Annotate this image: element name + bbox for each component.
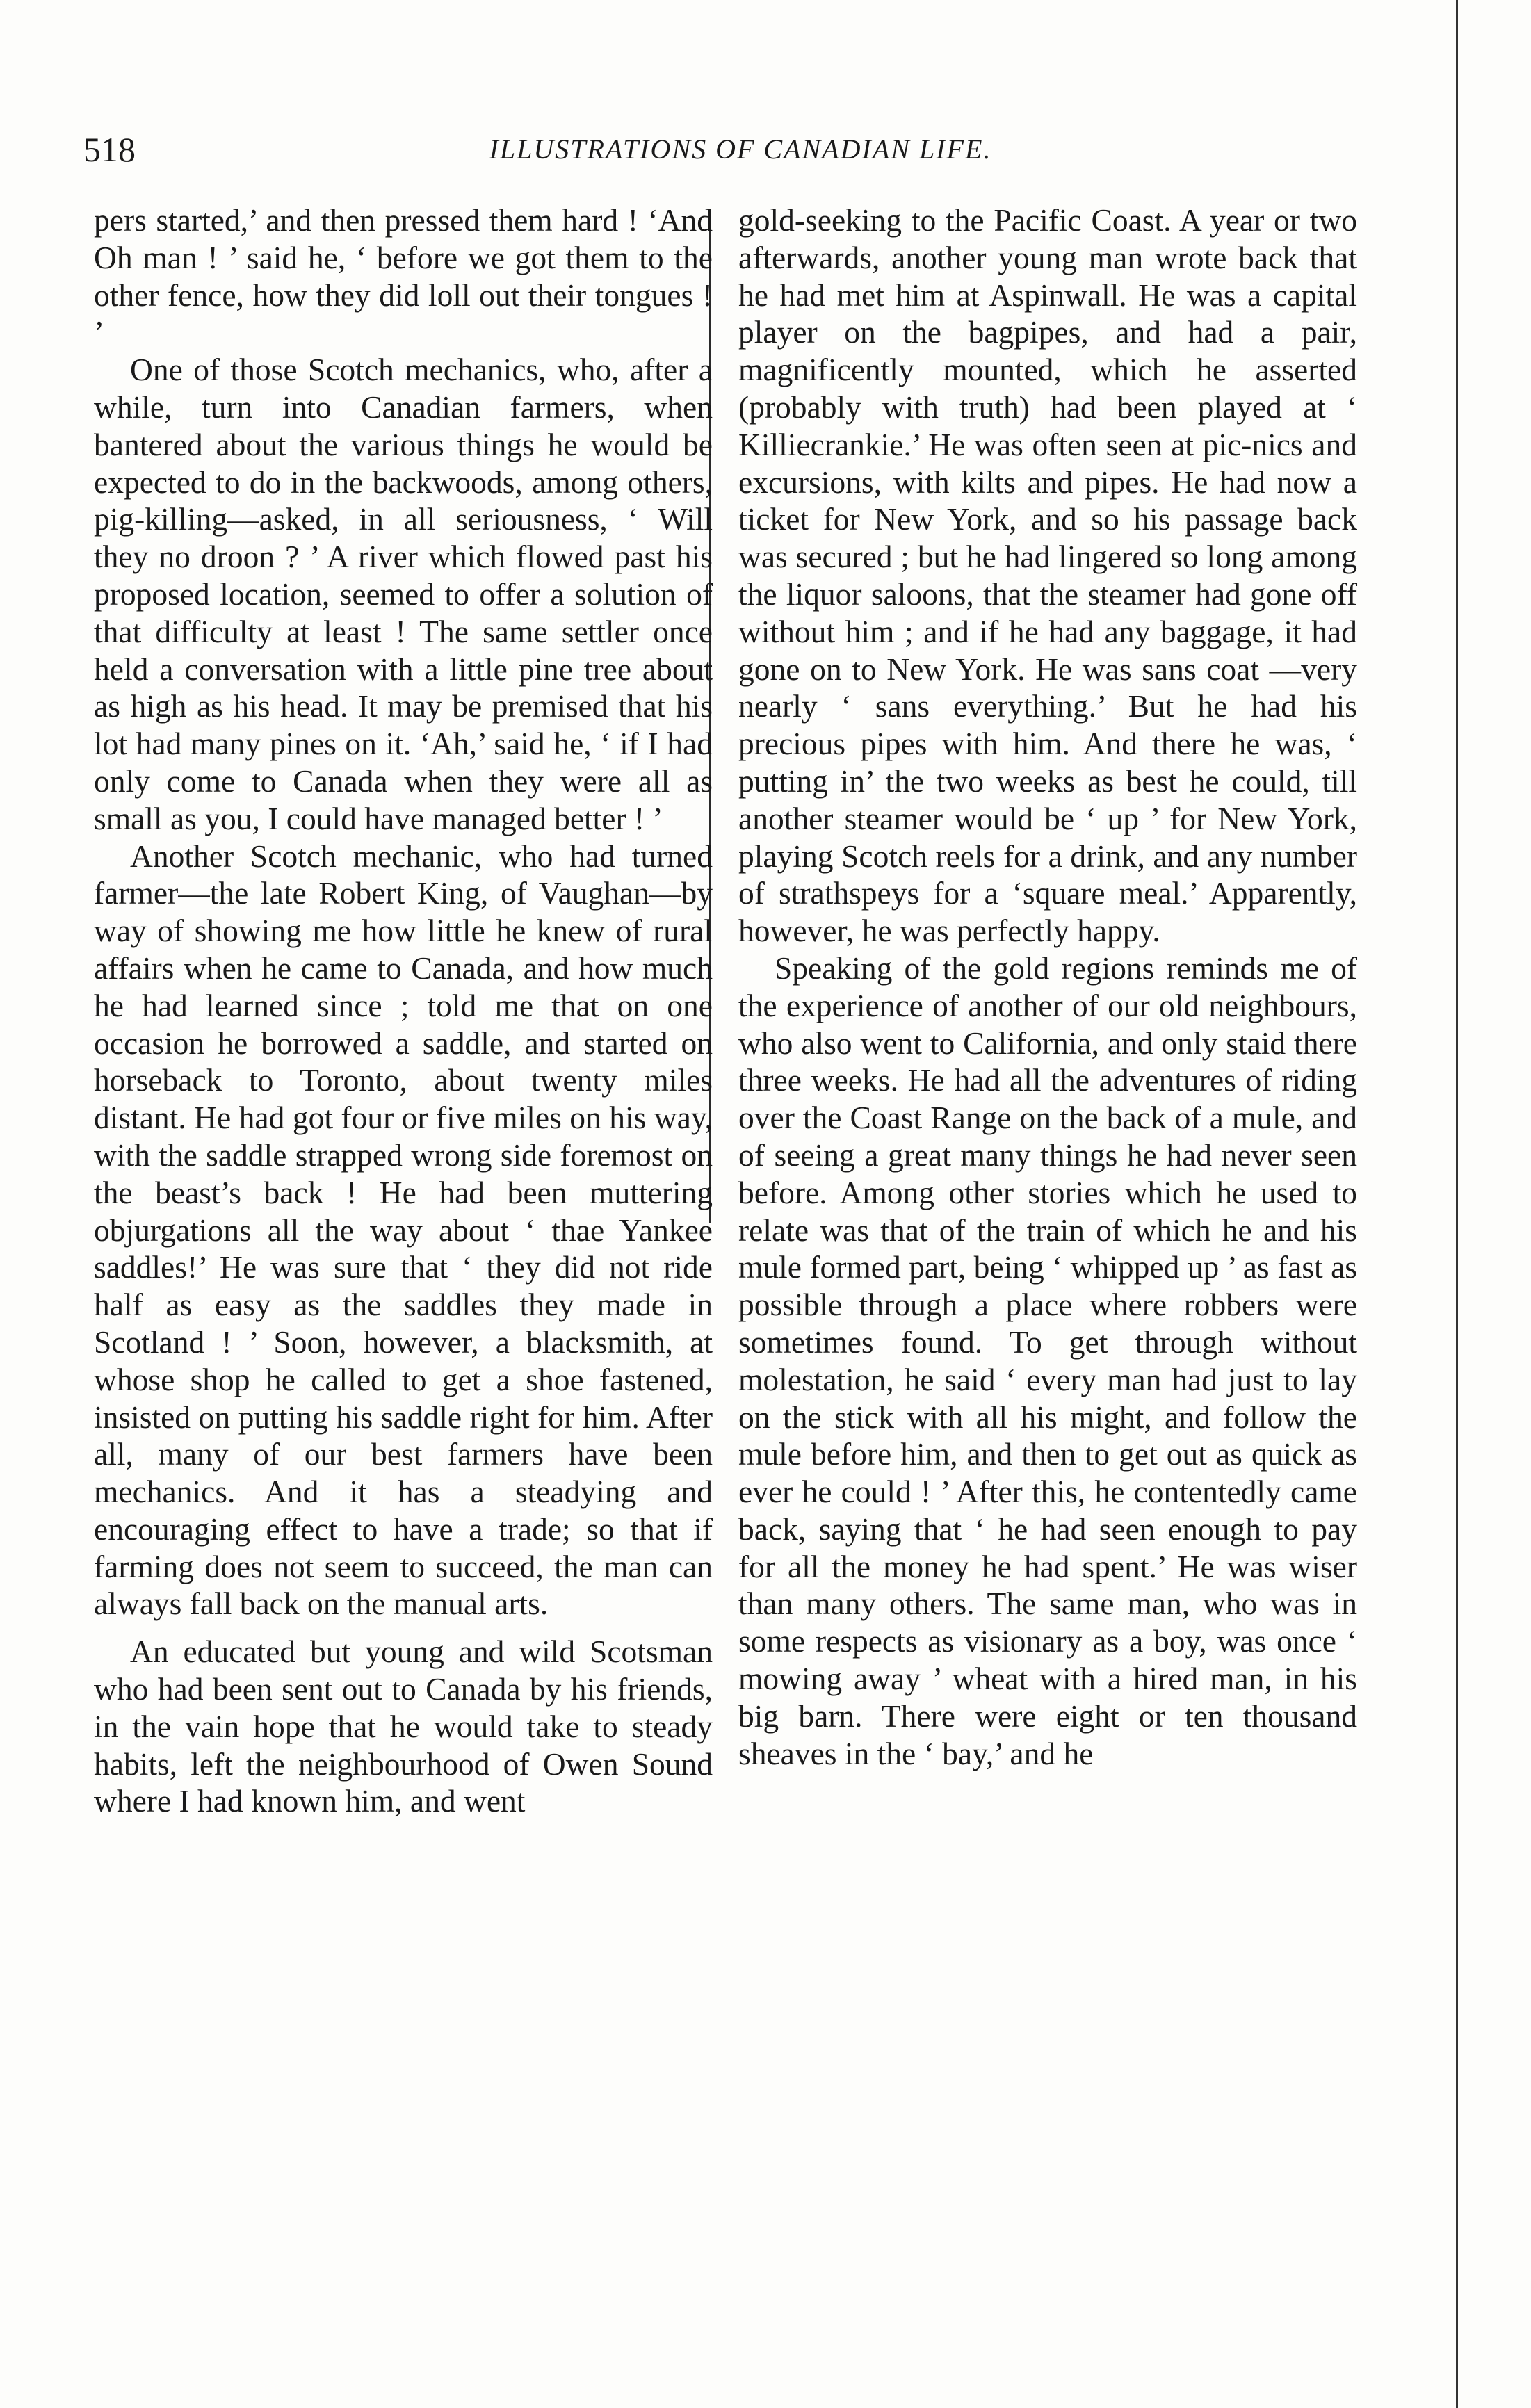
paragraph: An educated but young and wild Scotsman who had been sent out to Canada by his friends, in the vain hope that he would take to steady habits, left the neighbourhood of Owen Sound where I had known him, and went xyxy=(94,1634,713,1819)
paragraph: Speaking of the gold regions reminds me of the experience of another of our old neighbours, who also went to California, and only staid there three weeks. He had all the adventures of riding over the Coast Range on the back of a mule, and of seeing a great many things he had never seen before. Among other stories which he used to relate was that of the train of which he and his mule formed part, being ‘ whipped up ’ as fast as possible through a place where robbers were sometimes found. To get through without molestation, he said ‘ every man had just to lay on the stick with all his might, and follow the mule before him, and then to get out as quick as ever he could ! ’ After this, he contentedly came back, saying that ‘ he had seen enough to pay for all the money he had spent.’ He was wiser than many others. The same man, who was in some respects as visionary as a boy, was once ‘ mowing away ’ wheat with a hired man, in his big barn. There were eight or ten thousand sheaves in the ‘ bay,’ and he xyxy=(738,950,1357,1771)
running-title: ILLUSTRATIONS OF CANADIAN LIFE. xyxy=(489,133,992,165)
right-column xyxy=(738,202,1357,1772)
page-edge-rule xyxy=(1456,0,1458,2408)
paragraph: One of those Scotch mechanics, who, after a while, turn into Canadian farmers, when bantered about the various things he would be expected to do in the backwoods, among others, pig-killing—asked, in all seriousness, ‘ Will they no droon ? ’ A river which flowed past his proposed location, seemed to offer a solution of that difficulty at least ! The same settler once held a conversation with a little pine tree about as high as his head. It may be premised that his lot had many pines on it. ‘Ah,’ said he, ‘ if I had only come to Canada when they were all as small as you, I could have managed better ! ’ xyxy=(94,352,713,836)
page-number: 518 xyxy=(83,130,136,169)
paragraph: Another Scotch mechanic, who had turned farmer—the late Robert King, of Vaughan—by way of showing me how little he knew of rural affairs when he came to Canada, and how much he had learned since ; told me that on one occasion he borrowed a saddle, and started on horseback to Toronto, about twenty miles distant. He had got four or five miles on his way, with the saddle strapped wrong side foremost on the beast’s back ! He had been muttering objurgations all the way about ‘ thae Yankee saddles!’ He was sure that ‘ they did not ride half as easy as the saddles they made in Scotland ! ’ Soon, however, a blacksmith, at whose shop he called to get a shoe fastened, insisted on putting his saddle right for him. After all, many of our best farmers have been mechanics. And it has a steadying and encouraging effect to have a trade; so that if farming does not seem to succeed, the man can always fall back on the manual arts. xyxy=(94,838,713,1622)
running-head xyxy=(83,129,1398,170)
left-column xyxy=(94,202,713,1820)
paragraph: gold-seeking to the Pacific Coast. A year or two afterwards, another young man wrote back that he had met him at Aspinwall. He was a capital player on the bagpipes, and had a pair, magnificently mounted, which he asserted (probably with truth) had been played at ‘ Killiecrankie.’ He was often seen at pic-nics and excursions, with kilts and pipes. He had now a ticket for New York, and so his passage back was secured ; but he had lingered so long among the liquor saloons, that the steamer had gone off without him ; and if he had any baggage, it had gone on to New York. He was sans coat —very nearly ‘ sans everything.’ But he had his precious pipes with him. And there he was, ‘ putting in’ the two weeks as best he could, till another steamer would be ‘ up ’ for New York, playing Scotch reels for a drink, and any number of strathspeys for a ‘square meal.’ Apparently, however, he was perfectly happy. xyxy=(738,202,1357,949)
paragraph: pers started,’ and then pressed them hard ! ‘And Oh man ! ’ said he, ‘ before we got them to the other fence, how they did loll out their tongues ! ’ xyxy=(94,202,713,350)
